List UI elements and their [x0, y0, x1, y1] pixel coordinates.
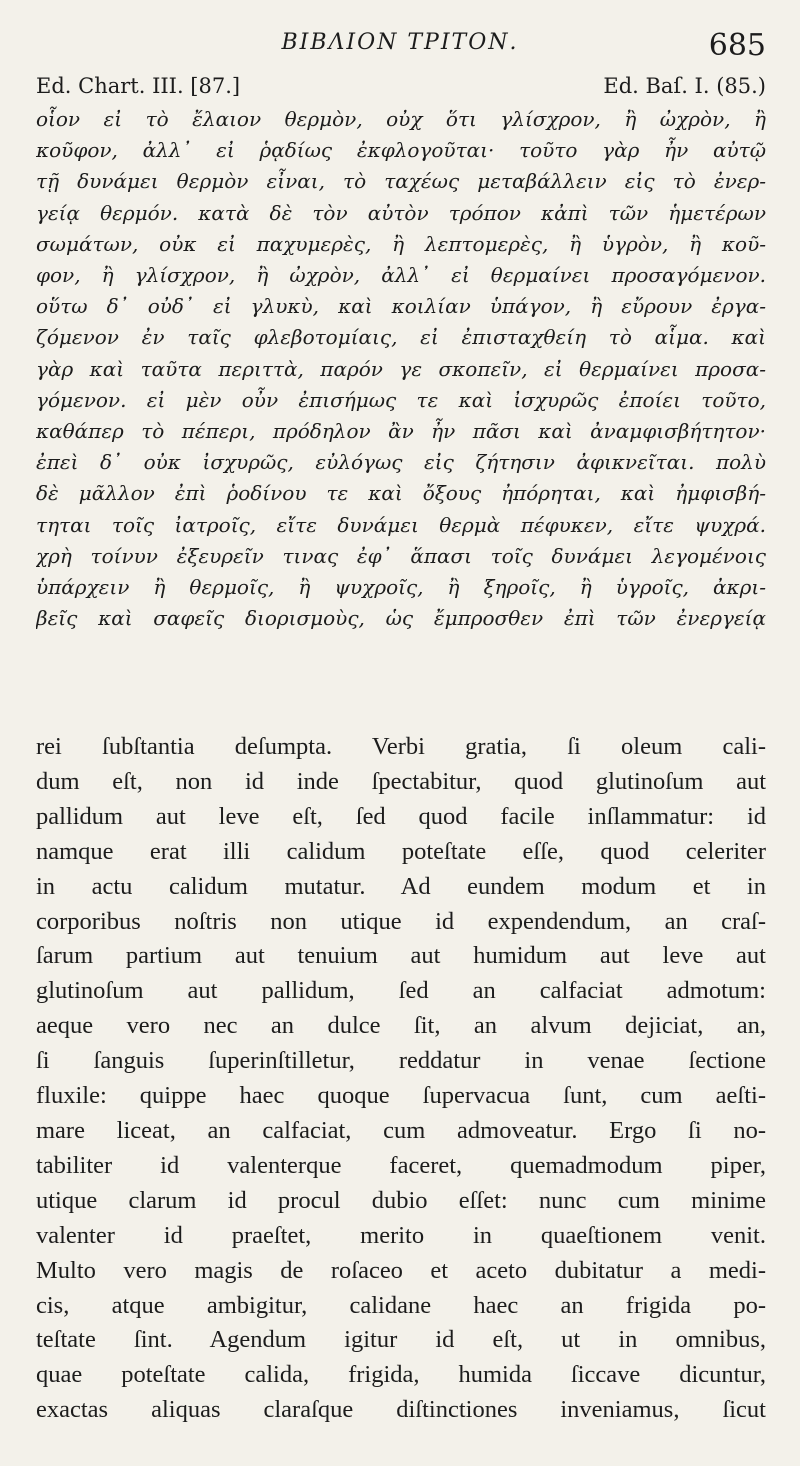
- latin-line: dum eſt, non id inde ſpectabitur, quod glutinoſum aut: [36, 767, 766, 795]
- greek-line: καθάπερ τὸ πέπερι, πρόδηλον ἂν ἦν πᾶσι καὶ ἀναμφισβήτητον·: [36, 419, 766, 444]
- greek-line: κοῦφον, ἀλλ᾽ εἰ ῥᾳδίως ἐκφλογοῦται· τοῦτο γὰρ ἦν αὐτῷ: [36, 138, 766, 163]
- latin-text-block: [36, 730, 766, 1428]
- latin-line: namque erat illi calidum poteſtate eſſe, quod celeriter: [36, 837, 766, 865]
- greek-line: γόμενον. εἰ μὲν οὖν ἐπισήμως τε καὶ ἰσχυρῶς ἐποίει τοῦτο,: [36, 387, 766, 412]
- greek-line: τηται τοῖς ἰατροῖς, εἴτε δυνάμει θερμὰ πέφυκεν, εἴτε ψυχρά.: [36, 512, 766, 537]
- greek-line: δὲ μᾶλλον ἐπὶ ῥοδίνου τε καὶ ὄξους ἠπόρηται, καὶ ἠμφισβή-: [36, 481, 766, 506]
- greek-line: ὑπάρχειν ἢ θερμοῖς, ἢ ψυχροῖς, ἢ ξηροῖς, ἢ ὑγροῖς, ἀκρι-: [36, 575, 766, 600]
- greek-line: τῇ δυνάμει θερμὸν εἶναι, τὸ ταχέως μεταβάλλειν εἰς τὸ ἐνερ-: [36, 169, 766, 194]
- greek-line: γὰρ καὶ ταῦτα περιττὰ, παρόν γε σκοπεῖν, εἰ θερμαίνει προσα-: [36, 356, 766, 381]
- latin-line: ſarum partium aut tenuium aut humidum aut leve aut: [36, 942, 766, 970]
- latin-line: corporibus noſtris non utique id expendendum, an craſ-: [36, 907, 766, 935]
- greek-line: οἷον εἰ τὸ ἔλαιον θερμὸν, οὐχ ὅτι γλίσχρον, ἢ ὠχρὸν, ἢ: [36, 107, 766, 131]
- latin-line: ſi ſanguis ſuperinſtilletur, reddatur in venae ſectione: [36, 1047, 766, 1075]
- latin-line: mare liceat, an calfaciat, cum admoveatur. Ergo ſi no-: [36, 1116, 766, 1144]
- greek-text-block: [36, 104, 766, 634]
- page-number: 685: [708, 28, 766, 63]
- latin-line: glutinoſum aut pallidum, ſed an calfaciat admotum:: [36, 977, 766, 1005]
- latin-line: pallidum aut leve eſt, ſed quod facile inſlammatur: id: [36, 802, 766, 830]
- latin-line: fluxile: quippe haec quoque ſupervacua ſunt, cum aeſti-: [36, 1082, 766, 1110]
- latin-line: tabiliter id valenterque faceret, quemadmodum piper,: [36, 1151, 766, 1179]
- greek-line: σωμάτων, οὐκ εἰ παχυμερὲς, ἢ λεπτομερὲς, ἢ ὑγρὸν, ἢ κοῦ-: [36, 231, 766, 256]
- edition-reference-left: Ed. Chart. III. [87.]: [36, 74, 241, 98]
- running-title: ΒΙΒΛΙΟΝ ΤΡΙΤΟΝ.: [281, 30, 519, 55]
- greek-line: γείᾳ θερμόν. κατὰ δὲ τὸν αὐτὸν τρόπον κἀπὶ τῶν ἡμετέρων: [36, 200, 766, 225]
- greek-line: οὕτω δ᾽ οὐδ᾽ εἰ γλυκὺ, καὶ κοιλίαν ὑπάγον, ἢ εὔρουν ἐργα-: [36, 294, 766, 319]
- greek-line: χρὴ τοίνυν ἐξευρεῖν τινας ἐφ᾽ ἅπασι τοῖς δυνάμει λεγομένοις: [36, 543, 766, 568]
- greek-line: ζόμενον ἐν ταῖς φλεβοτομίαις, εἰ ἐπισταχθείη τὸ αἷμα. καὶ: [36, 325, 766, 350]
- latin-line: in actu calidum mutatur. Ad eundem modum et in: [36, 872, 766, 900]
- latin-line: teſtate ſint. Agendum igitur id eſt, ut in omnibus,: [36, 1326, 766, 1354]
- edition-reference-right: Ed. Baſ. I. (85.): [603, 74, 766, 98]
- latin-line: aeque vero nec an dulce ſit, an alvum dejiciat, an,: [36, 1012, 766, 1040]
- greek-line: ἐπεὶ δ᾽ οὐκ ἰσχυρῶς, εὐλόγως εἰς ζήτησιν ἀφικνεῖται. πολὺ: [36, 450, 766, 475]
- latin-line: utique clarum id procul dubio eſſet: nunc cum minime: [36, 1186, 766, 1214]
- latin-line: exactas aliquas claraſque diſtinctiones inveniamus, ſicut: [36, 1396, 766, 1424]
- latin-line: quae poteſtate calida, frigida, humida ſiccave dicuntur,: [36, 1361, 766, 1389]
- latin-line: cis, atque ambigitur, calidane haec an frigida po-: [36, 1291, 766, 1319]
- latin-line: Multo vero magis de roſaceo et aceto dubitatur a medi-: [36, 1256, 766, 1284]
- latin-line: rei ſubſtantia deſumpta. Verbi gratia, ſi oleum cali-: [36, 733, 766, 760]
- greek-line: φον, ἢ γλίσχρον, ἢ ὠχρὸν, ἀλλ᾽ εἰ θερμαίνει προσαγόμενον.: [36, 263, 766, 288]
- greek-line: βεῖς καὶ σαφεῖς διορισμοὺς, ὡς ἔμπροσθεν ἐπὶ τῶν ἐνεργείᾳ: [36, 606, 766, 631]
- latin-line: valenter id praeſtet, merito in quaeſtionem venit.: [36, 1221, 766, 1249]
